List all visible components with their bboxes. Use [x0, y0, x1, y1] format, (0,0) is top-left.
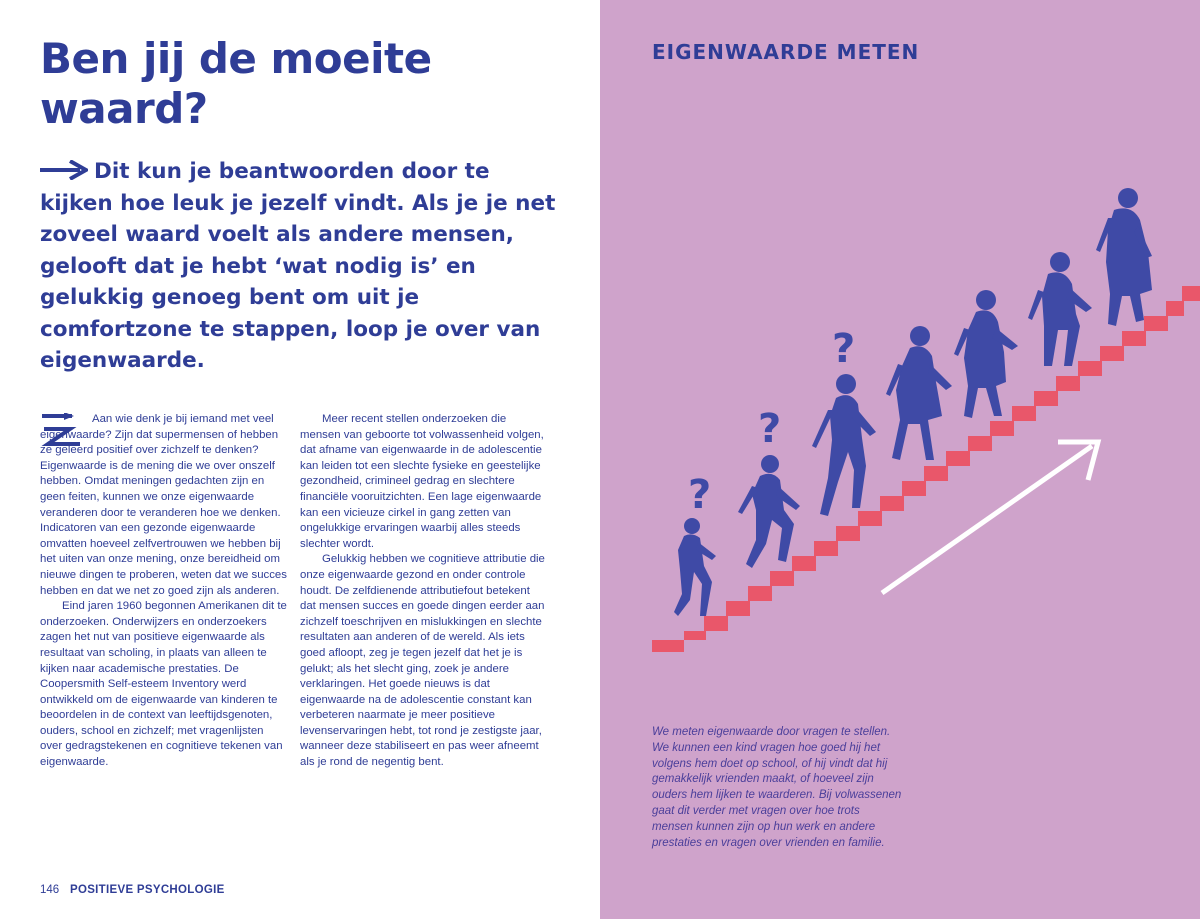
title-line-2: waard? — [40, 84, 208, 133]
arrow-right-icon — [40, 160, 88, 180]
column-2-paragraph-2: Gelukkig hebben we cognitieve attributie die onze eigenwaarde gezond en onder controle houdt. De zelfdienende attributiefout betekent dat mensen succes en goede dingen eerder aan zichzelf toeschrijven en mislukkingen en slechte resultaten aan anderen of de wereld. Als iets goed afloopt, zeg je tegen jezelf dat het je is gelukt; als het slecht ging, zoek je andere verklaringen. Het goede nieuws is dat eigenwaarde na de adolescentie constant kan verbeteren naarmate je meer positieve levenservaringen hebt, tot rond je zestigste jaar, wanneer deze stabiliseert en pas weer afneemt als je rond de negentig bent. — [300, 553, 545, 769]
figure-elderly — [1096, 188, 1152, 326]
dropcap-arrow-icon — [40, 413, 84, 447]
running-footer: POSITIEVE PSYCHOLOGIE — [70, 884, 225, 896]
question-mark-3: ? — [832, 326, 856, 372]
right-page — [600, 0, 1200, 919]
figure-toddler — [674, 518, 716, 616]
figure-adult-man — [1028, 252, 1092, 366]
page-title — [40, 34, 432, 134]
page-number: 146 — [40, 884, 60, 896]
column-1-paragraph-2: Eind jaren 1960 begonnen Amerikanen dit te onderzoeken. Onderwijzers en onderzoekers zagen het nut van positieve eigenwaarde als resultaat van scholing, in plaats van alleen te kijken naar academische prestaties. De Coopersmith Self-esteem Inventory werd ontwikkeld om de eigenwaarde van kinderen te beoordelen in de context van leeftijdsgenoten, ouders, school en zichzelf; met vragenlijsten over gedragstekenen en cognitieve tekenen van eigenwaarde. — [40, 600, 287, 769]
intro-text — [40, 156, 560, 377]
question-mark-1: ? — [688, 472, 712, 518]
column-2-paragraph-1: Meer recent stellen onderzoeken die mensen van geboorte tot volwassenheid volgen, dat afname van eigenwaarde in de adolescentie kan leiden tot een slechte fysieke en geestelijke gezondheid, crimineel gedrag en slechtere financiële vooruitzichten. Een lage eigenwaarde kan een vicieuze cirkel in gang zetten van ongelukkige ervaringen waarbij alles steeds slechter wordt. — [300, 413, 544, 550]
section-heading: EIGENWAARDE METEN — [652, 40, 920, 64]
title-line-1: Ben jij de moeite — [40, 34, 432, 83]
question-mark-2: ? — [758, 406, 782, 452]
staircase-illustration — [640, 170, 1200, 670]
figure-adult-woman — [954, 290, 1018, 418]
column-1-paragraph-1: Aan wie denk je bij iemand met veel eigenwaarde? Zijn dat supermensen of hebben ze geleerd positief over zichzelf te denken? Eigenwaarde is de mening die we over onszelf hebben. Omdat meningen gedachten zijn en geen feiten, kunnen we onze eigenwaarde veranderen door te veranderen hoe we denken. Indicatoren van een gezonde eigenwaarde omvatten hoeveel zelfvertrouwen we hebben bij het uiten van onze mening, onze bereidheid om nieuwe dingen te proberen, weten dat we succes hebben en dat we net zo goed zijn als anderen. — [40, 413, 287, 597]
upward-arrow-icon — [882, 442, 1098, 593]
text-column-2 — [300, 412, 548, 771]
text-column-1 — [40, 412, 288, 771]
intro-body: Dit kun je beantwoorden door te kijken hoe leuk je jezelf vindt. Als je je net zoveel waard voelt als andere mensen, gelooft dat je hebt ‘wat nodig is’ en gelukkig genoeg bent om uit je comfortzone te stappen, loop je over van eigenwaarde. — [40, 159, 556, 373]
illustration-caption: We meten eigenwaarde door vragen te stellen. We kunnen een kind vragen hoe goed hij het volgens hem doet op school, of hij vindt dat hij gemakkelijk vrienden maakt, of hoeveel zijn ouders hem lijken te waarderen. Bij volwassenen gaat dit verder met vragen over hoe trots mensen kunnen zijn op hun werk en andere prestaties en vragen over vrienden en familie. — [652, 726, 902, 849]
figure-young-adult — [886, 326, 952, 460]
figure-teen — [812, 374, 876, 516]
figure-child — [738, 455, 800, 568]
